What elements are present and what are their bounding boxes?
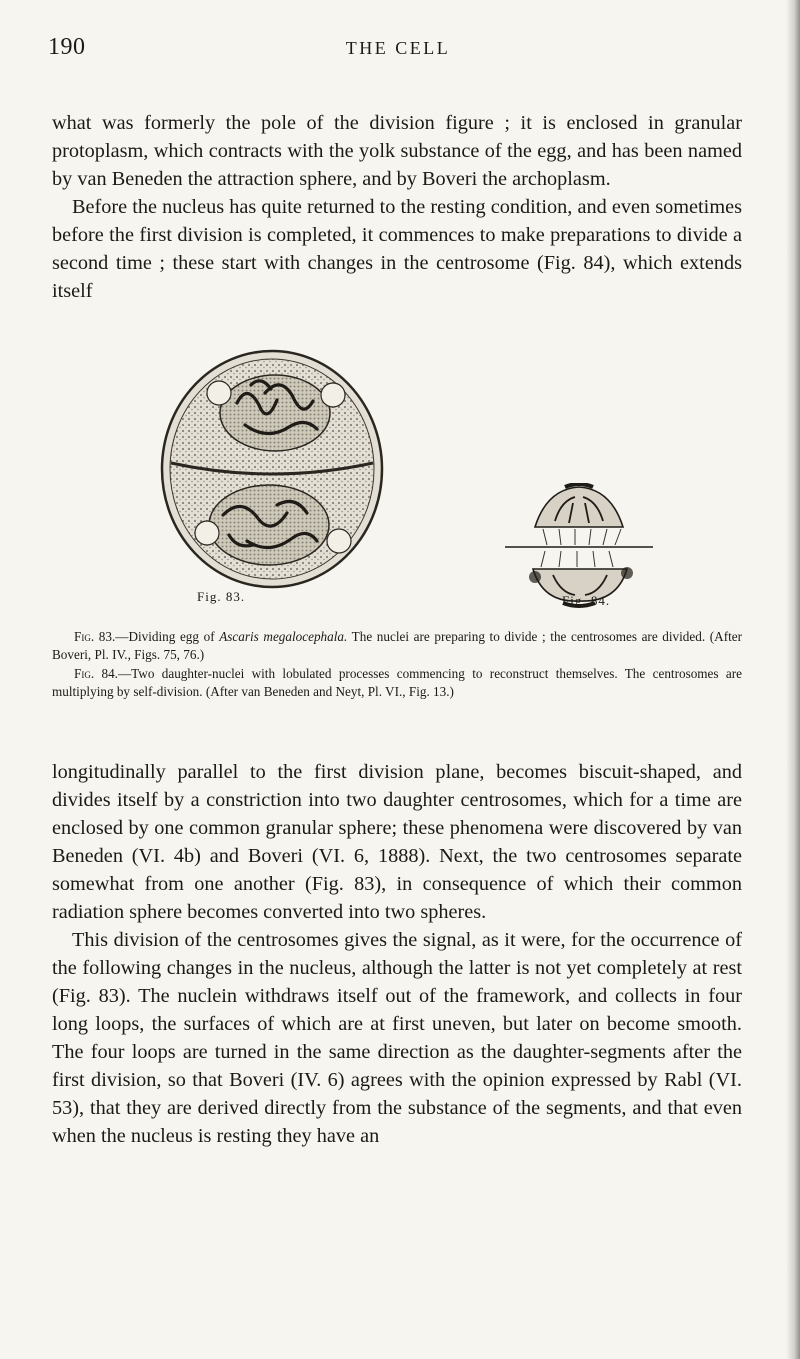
figure-captions (52, 628, 742, 702)
caption-text: The nuclei are preparing to divide ; the centrosomes are divided. (After Boveri, Pl. IV., Figs. 75, 76.) (52, 629, 742, 662)
caption-fig83 (52, 628, 742, 663)
page-header (48, 34, 748, 64)
daughter-nucleus-upper (535, 487, 623, 527)
caption-text: Two daughter-nuclei with lobulated processes commencing to reconstruct themselves. The centrosomes are multiplying by self-division. (After van Beneden and Neyt, Pl. VI., Fig. 13.) (52, 666, 742, 699)
centrosome (327, 529, 351, 553)
page-number: 190 (48, 34, 86, 60)
spindle-fibres (543, 529, 621, 545)
running-title: THE CELL (345, 38, 451, 58)
page-edge-shadow (786, 0, 800, 1359)
caption-species: Ascaris megalocephala. (219, 629, 348, 644)
caption-label: Fig. 83. (74, 629, 116, 644)
caption-dash: — (117, 666, 132, 681)
fig84-label: Fig. 84. (562, 593, 611, 608)
fig84-illustration (499, 483, 659, 609)
paragraph: This division of the centrosomes gives the signal, as it were, for the occurrence of the following changes in the nucleus, although the latter is not yet completely at rest (Fig. 83). The nuclein withdraws itself out of the framework, and collects in four long loops, the surfaces of which are at first uneven, but later on become smooth. The four loops are turned in the same direction as the daughter-segments after the first division, so that Boveri (IV. 6) agrees with the opinion expressed by Rabl (VI. 53), that they are derived directly from the substance of the segments, and that even when the nucleus is resting they have an (52, 929, 742, 1147)
figure-area (52, 345, 742, 665)
paragraph: Before the nucleus has quite returned to the resting condition, and even sometimes before the first division is completed, it commences to make preparations to divide a second time ; these start with changes in the centrosome (Fig. 84), which extends itself (52, 196, 742, 302)
caption-fig84 (52, 665, 742, 700)
paragraph: what was formerly the pole of the division figure ; it is enclosed in granular protoplasm, which contracts with the yolk substance of the egg, and has been named by van Beneden the attraction sphere, and by Boveri the archoplasm. (52, 112, 742, 190)
body-text-bottom (52, 758, 742, 1150)
body-text-top (52, 109, 742, 305)
centrosome (195, 521, 219, 545)
centrosome (321, 383, 345, 407)
fig83-label: Fig. 83. (197, 589, 246, 604)
paragraph: longitudinally parallel to the first division plane, becomes biscuit-shaped, and divides itself by a constriction into two daughter centrosomes, which for a time are enclosed by one common granular sphere; these phenomena were discovered by van Beneden (VI. 4b) and Boveri (VI. 6, 1888). Next, the two centrosomes separate somewhat from one another (Fig. 83), in consequence of which their common radiation sphere becomes converted into two spheres. (52, 761, 742, 923)
caption-dash: — (115, 629, 129, 644)
fig83-illustration (157, 345, 387, 603)
caption-text: Dividing egg of (128, 629, 220, 644)
caption-label: Fig. 84. (74, 666, 118, 681)
centrosome (207, 381, 231, 405)
